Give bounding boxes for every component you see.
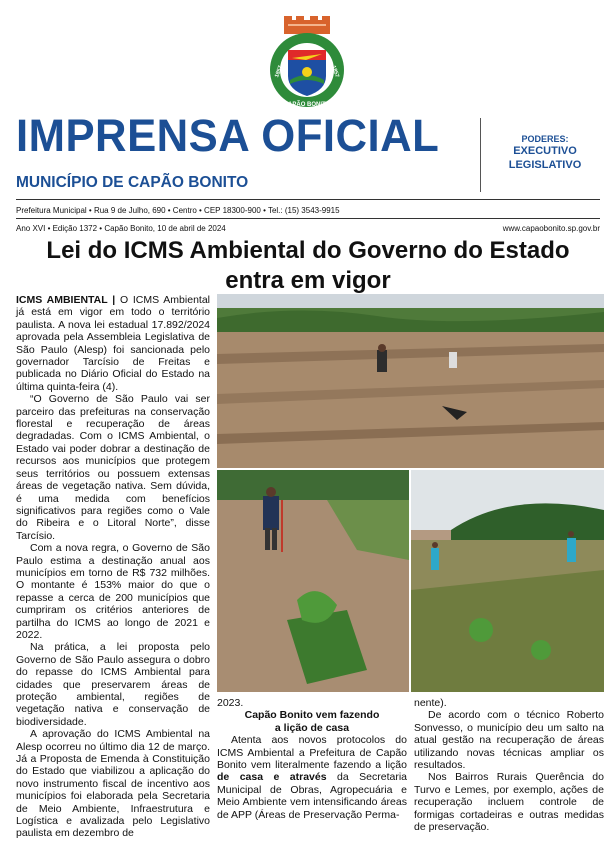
masthead-subtitle: MUNICÍPIO DE CAPÃO BONITO [16,174,249,191]
paragraph-2: “O Governo de São Paulo vai ser parceiro das prefeituras na conservação florestal e recuperação de áreas degradadas. Com o ICMS Ambiental, o Estado vai poder dobrar a destinação de recursos aos municípios que protegem seus territórios ou possuem extensas áreas de vegetação nativa. Sem dúvida, é uma medida com benefícios significativos para regiões como o Vale do Ribeira e o Litoral Norte”, disse Tarcísio. [16,393,210,542]
article-column-1 [16,294,210,840]
article-column-2 [217,697,407,821]
paragraph-8: Nos Bairros Rurais Querência do Turvo e Lemes, por exemplo, ações de recuperação incluem controle de formigas cortadeiras e outras medidas de preservação. [414,771,604,834]
photo-field-planting [217,294,604,468]
powers-label: PODERES: [521,134,569,144]
paragraph-6-end: da Secretaria Municipal de Obras, Agropecuária e Meio Ambiente vem intensificando áreas de APP (Áreas de Preservação Perma- [217,771,408,821]
edition-line: Ano XVI • Edição 1372 • Capão Bonito, 10 de abril de 2024 [16,224,226,233]
crest-ring-text: CAPÃO BONITO [283,102,331,108]
subheading [217,709,407,734]
crest-year-right: 1857 [330,64,340,79]
power-legislative: LEGISLATIVO [508,159,582,171]
power-executive: EXECUTIVO [513,145,577,157]
column-2-continuation: 2023. [217,697,244,709]
address-line: Prefeitura Municipal • Rua 9 de Julho, 690 • Centro • CEP 18300-900 • Tel.: (15) 3543-9915 [16,206,340,215]
paragraph-1-text: O ICMS Ambiental já está em vigor em todo o território paulista. A nova lei estadual 17.892/2024 aprovada pela Assembleia Legislativa de São Paulo (Alesp) foi sancionada pelo governador Tarcísio de Freitas e publicada no Diário Oficial do Estado na última quinta-feira (4). [16,294,210,393]
header-rule-bottom [16,218,600,219]
column-3-continuation: nente). [414,697,447,709]
paragraph-4: Na prática, a lei proposta pelo Governo de São Paulo assegura o dobro do repasse do ICMS Ambiental para cidades que preservarem áreas de proteção ambiental, regiões de vegetação nativa e conservação de biodiversidade. [16,641,210,728]
municipal-crest [266,14,348,114]
paragraph-6 [217,734,407,821]
photo-seedling-field [411,470,604,692]
lead-tag: ICMS AMBIENTAL | [16,294,116,306]
paragraph-6-start: Atenta aos novos protocolos do ICMS Ambiental a Prefeitura de Capão Bonito vem literalmente fazendo a lição [217,734,407,772]
article-headline: Lei do ICMS Ambiental do Governo do Estado entra em vigor [46,237,570,294]
paragraph-7: De acordo com o técnico Roberto Sonvesso, o município deu um salto na atual gestão na recuperação de áreas utilizando novas técnicas ampliar os resultados. [414,709,604,772]
subheading-line-1: Capão Bonito vem fazendo [244,709,380,722]
masthead-title: IMPRENSA OFICIAL [16,110,440,161]
website-link[interactable]: www.capaobonito.sp.gov.br [502,224,600,233]
paragraph-1 [16,294,210,393]
article-column-3 [414,697,604,833]
subheading-line-2: a lição de casa [274,721,350,734]
paragraph-3: Com a nova regra, o Governo de São Paulo estima a destinação anual aos municípios em torno de R$ 732 milhões. O montante é 153% maior do que o repasse a cerca de 200 municípios que cumpriram os critérios anteriores de partilha do ICMS ao longo de 2021 e 2022. [16,542,210,641]
header-rule-top [16,199,600,200]
paragraph-5: A aprovação do ICMS Ambiental na Alesp ocorreu no último dia 12 de março. Já a Proposta de Emenda à Constituição do Estado que viabilizou a aplicação do novo instrumento fiscal de incentivo aos municípios foi elaborada pela Secretaria de Meio Ambiente, Infraestrutura e Logística e avalizada pelo Legislativo paulista em dezembro de [16,728,210,840]
crest-year-left: 1857 [274,64,284,79]
powers-box [490,134,600,172]
paragraph-6-bold: de casa e através [217,771,327,784]
photo-worker-with-tool [217,470,409,692]
masthead-divider [480,118,481,192]
